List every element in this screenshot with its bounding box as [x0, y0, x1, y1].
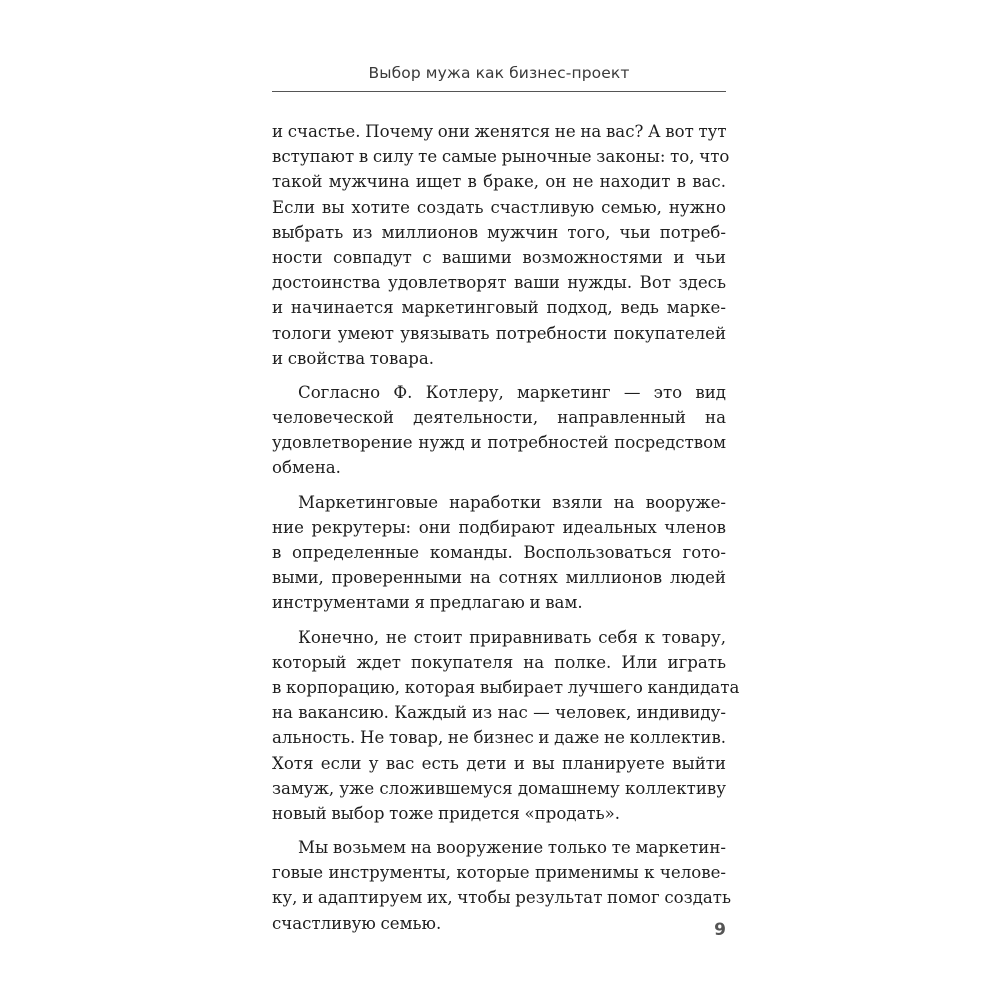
text-line: который ждет покупателя на полке. Или играть [272, 652, 726, 672]
text-line: обмена. [272, 458, 341, 478]
text-line: счастливую семью. [272, 913, 442, 933]
text-line: ку, и адаптируем их, чтобы результат помог создать [272, 888, 732, 908]
text-line: выбрать из миллионов мужчин того, чьи потреб- [272, 222, 726, 242]
paragraph [272, 625, 740, 827]
text-line: тологи умеют увязывать потребности покупателей [272, 323, 726, 343]
text-line: человеческой деятельности, направленный на [272, 408, 726, 428]
page-number: 9 [714, 920, 726, 940]
text-line: выми, проверенными на сотнях миллионов людей [272, 568, 726, 588]
text-line: достоинства удовлетворят ваши нужды. Вот здесь [272, 273, 726, 293]
text-line: Конечно, не стоит приравнивать себя к товару, [298, 627, 726, 647]
text-line: Маркетинговые наработки взяли на вооруже- [298, 492, 726, 512]
paragraph [272, 835, 732, 936]
text-line: на вакансию. Каждый из нас — человек, индивиду- [272, 703, 726, 723]
text-line: Мы возьмем на вооружение только те маркетин- [298, 838, 726, 858]
text-line: в корпорацию, которая выбирает лучшего кандидата [272, 677, 740, 697]
paragraph [272, 380, 726, 481]
paragraph [272, 119, 730, 371]
text-line: ности совпадут с вашими возможностями и чьи [272, 247, 726, 267]
text-line: Хотя если у вас есть дети и вы планируете выйти [272, 753, 726, 773]
text-line: и начинается маркетинговый подход, ведь марке- [272, 298, 726, 318]
text-line: такой мужчина ищет в браке, он не находит в вас. [272, 172, 726, 192]
text-line: в определенные команды. Воспользоваться гото- [272, 543, 726, 562]
text-line: и свойства товара. [272, 348, 434, 368]
header-rule [272, 91, 726, 92]
paragraph [272, 490, 726, 616]
text-line: и счастье. Почему они женятся не на вас? А вот тут [272, 122, 727, 141]
text-line: говые инструменты, которые применимы к челове- [272, 863, 726, 883]
text-line: ние рекрутеры: они подбирают идеальных членов [272, 517, 726, 537]
text-line: Согласно Ф. Котлеру, маркетинг — это вид [298, 382, 726, 402]
body-text [272, 119, 740, 945]
running-head: Выбор мужа как бизнес-проект [368, 64, 630, 82]
text-line: вступают в силу те самые рыночные законы: то, что [272, 147, 730, 167]
text-line: новый выбор тоже придется «продать». [272, 803, 621, 823]
text-line: альность. Не товар, не бизнес и даже не коллектив. [272, 728, 727, 748]
text-line: замуж, уже сложившемуся домашнему коллективу [272, 778, 726, 798]
text-line: инструментами я предлагаю и вам. [272, 593, 583, 613]
text-line: удовлетворение нужд и потребностей посредством [272, 433, 726, 453]
text-line: Если вы хотите создать счастливую семью, нужно [272, 197, 726, 217]
